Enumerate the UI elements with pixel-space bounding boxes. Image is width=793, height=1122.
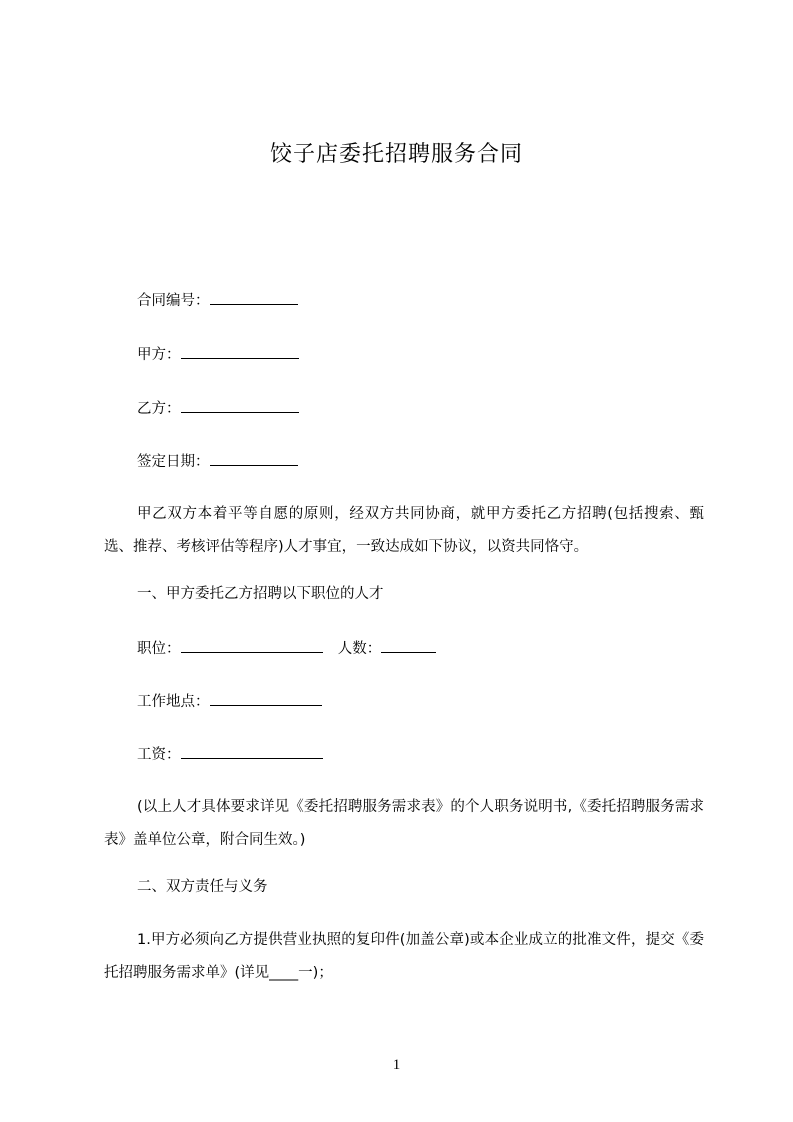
party-b-field xyxy=(137,398,299,419)
party-a-label: 甲方： xyxy=(137,347,181,363)
section1-heading: 一、甲方委托乙方招聘以下职位的人才 xyxy=(137,586,384,602)
position-label: 职位： xyxy=(137,641,181,657)
count-label: 人数： xyxy=(337,641,382,657)
salary-field xyxy=(137,744,323,765)
party-a-field xyxy=(137,344,299,365)
work-location-blank xyxy=(210,691,322,706)
contract-number-field xyxy=(137,290,298,311)
contract-number-label: 合同编号： xyxy=(137,293,210,309)
party-b-blank xyxy=(181,398,299,413)
page-number: 1 xyxy=(392,1057,401,1073)
section2-heading: 二、双方责任与义务 xyxy=(137,879,268,895)
intro-paragraph: 甲乙双方本着平等自愿的原则，经双方共同协商，就甲方委托乙方招聘(包括搜索、甄选、推荐、考核评估等程序)人才事宜，一致达成如下协议，以资共同恪守。 xyxy=(104,506,704,555)
sign-date-blank xyxy=(210,451,298,466)
sign-date-field xyxy=(137,451,298,472)
position-count-field xyxy=(137,638,436,659)
sign-date-label: 签定日期： xyxy=(137,454,210,470)
section2-item-1: 1.甲方必须向乙方提供营业执照的复印件(加盖公章)或本企业成立的批准文件，提交《委托招聘服务需求单》(详见____一)； xyxy=(104,932,704,981)
party-a-blank xyxy=(181,344,299,359)
contract-number-blank xyxy=(210,290,298,305)
party-b-label: 乙方： xyxy=(137,401,181,417)
position-blank xyxy=(181,638,323,653)
count-blank xyxy=(381,638,436,653)
requirements-note: (以上人才具体要求详见《委托招聘服务需求表》的个人职务说明书,《委托招聘服务需求表》盖单位公章，附合同生效。) xyxy=(104,799,704,848)
work-location-label: 工作地点： xyxy=(137,694,210,710)
work-location-field xyxy=(137,691,322,712)
salary-label: 工资： xyxy=(137,747,181,763)
document-title: 饺子店委托招聘服务合同 xyxy=(269,142,523,167)
salary-blank xyxy=(181,744,323,759)
